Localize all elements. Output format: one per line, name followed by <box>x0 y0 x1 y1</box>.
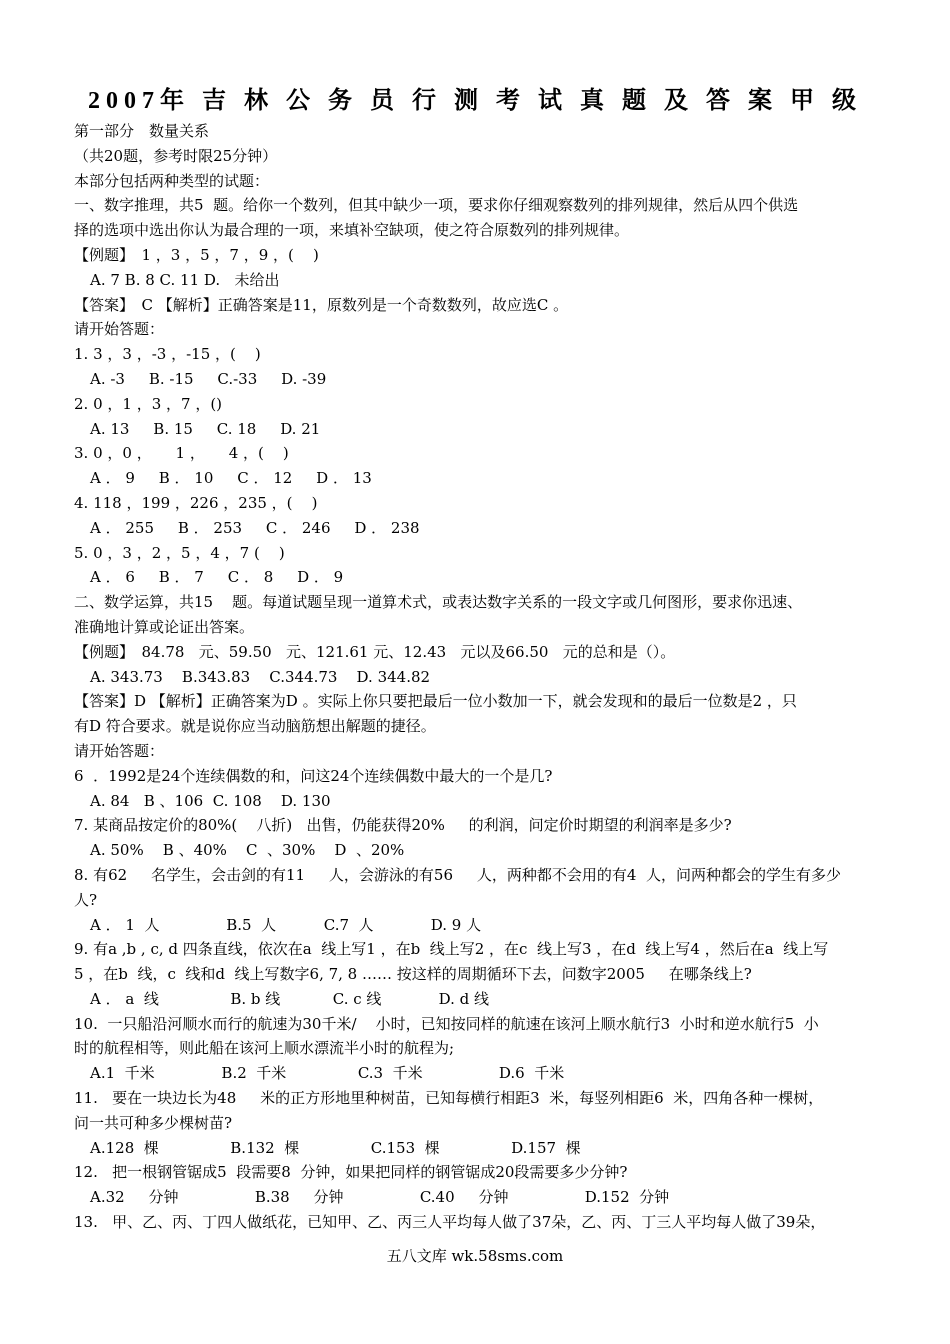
question-11-stem: 11. 要在一块边长为48 米的正方形地里种树苗，已知每横行相距3 米，每竖列相距6 米，四角各种一棵树， <box>74 1089 824 1108</box>
question-5-stem: 5. 0 ，3 ，2 ，5 ，4 ，7 ( ) <box>74 543 285 562</box>
question-4-options: A ． 255 B ． 253 C ． 246 D ． 238 <box>90 518 420 537</box>
part-note: （共20题，参考时限25分钟） <box>74 146 278 165</box>
question-5-options: A ． 6 B ． 7 C ． 8 D ． 9 <box>90 568 344 587</box>
section2-example-options: A. 343.73 B.343.83 C.344.73 D. 344.82 <box>90 667 431 686</box>
part-heading: 第一部分 数量关系 <box>74 122 210 140</box>
question-11-options: A.128 棵 B.132 棵 C.153 棵 D.157 棵 <box>90 1138 581 1157</box>
page-title: 2007年 吉 林 公 务 员 行 测 考 试 真 题 及 答 案 甲 级 <box>88 88 862 114</box>
section1-example-options: A. 7 B. 8 C. 11 D. 未给出 <box>90 270 280 289</box>
section1-answer: 【答案】 C 【解析】正确答案是11，原数列是一个奇数数列，故应选C 。 <box>74 295 569 314</box>
question-10-stem-cont: 时的航程相等，则此船在该河上顺水漂流半小时的航程为; <box>74 1039 455 1058</box>
section1-description: 一、数字推理，共5 题。给你一个数列，但其中缺少一项，要求你仔细观察数列的排列规律，然后从四个供选 <box>74 196 799 215</box>
question-11-stem-cont: 问一共可种多少棵树苗? <box>74 1113 233 1132</box>
section2-description-cont: 准确地计算或论证出答案。 <box>74 617 255 636</box>
part-intro: 本部分包括两种类型的试题： <box>74 171 270 190</box>
question-7-options: A. 50% B 、40% C 、30% D 、20% <box>90 841 405 860</box>
section2-answer-cont: 有D 符合要求。就是说你应当动脑筋想出解题的捷径。 <box>74 717 436 736</box>
question-6-options: A. 84 B 、106 C. 108 D. 130 <box>90 791 331 810</box>
section1-start: 请开始答题： <box>74 320 165 339</box>
question-3-stem: 3. 0 ，0 ， 1 ， 4 ，( ) <box>74 444 289 463</box>
section2-answer: 【答案】D 【解析】正确答案为D 。实际上你只要把最后一位小数加一下，就会发现和的最后一位数是2 ，只 <box>74 692 797 711</box>
question-2-stem: 2. 0 ，1 ，3 ，7 ，() <box>74 394 223 413</box>
question-9-stem: 9. 有a ,b , c, d 四条直线，依次在a 线上写1 ，在b 线上写2 ，在c 线上写3 ，在d 线上写4 ，然后在a 线上写 <box>74 940 829 959</box>
question-1-options: A. -3 B. -15 C.-33 D. -39 <box>90 369 327 388</box>
question-13-stem: 13. 甲、乙、丙、丁四人做纸花，已知甲、乙、丙三人平均每人做了37朵，乙、丙、丁三人平均每人做了39朵， <box>74 1213 826 1232</box>
section1-description-cont: 择的选项中选出你认为最合理的一项，来填补空缺项，使之符合原数列的排列规律。 <box>74 221 630 240</box>
question-2-options: A. 13 B. 15 C. 18 D. 21 <box>90 419 321 438</box>
question-8-stem: 8. 有62 名学生，会击剑的有11 人，会游泳的有56 人，两种都不会用的有4 人，问两种都会的学生有多少 <box>74 865 841 884</box>
question-9-options: A ． a 线 B. b 线 C. c 线 D. d 线 <box>90 989 490 1008</box>
question-8-options: A ． 1 人 B.5 人 C.7 人 D. 9 人 <box>90 915 482 934</box>
section2-example: 【例题】 84.78 元、59.50 元、121.61 元、12.43 元以及66.50 元的总和是（）。 <box>74 642 676 661</box>
section2-description: 二、数学运算，共15 题。每道试题呈现一道算术式，或表达数字关系的一段文字或几何图形，要求你迅速、 <box>74 593 803 612</box>
document-body <box>74 119 880 1235</box>
section1-example: 【例题】 1 ，3 ，5 ，7 ，9 ，( ) <box>74 245 319 264</box>
section2-start: 请开始答题： <box>74 741 165 760</box>
question-10-options: A.1 千米 B.2 千米 C.3 千米 D.6 千米 <box>90 1064 565 1083</box>
question-3-options: A ． 9 B ． 10 C ． 12 D ． 13 <box>90 469 372 488</box>
question-12-options: A.32 分钟 B.38 分钟 C.40 分钟 D.152 分钟 <box>90 1188 670 1207</box>
question-12-stem: 12. 把一根钢管锯成5 段需要8 分钟，如果把同样的钢管锯成20段需要多少分钟? <box>74 1163 628 1182</box>
question-9-stem-cont: 5 ，在b 线，c 线和d 线上写数字6, 7, 8 …… 按这样的周期循环下去，问数字2005 在哪条线上? <box>74 965 752 984</box>
question-8-stem-cont: 人? <box>74 890 98 909</box>
question-10-stem: 10. 一只船沿河顺水而行的航速为30千米/ 小时，已知按同样的航速在该河上顺水航行3 小时和逆水航行5 小 <box>74 1014 819 1033</box>
question-1-stem: 1. 3 ，3 ，-3 ，-15 ，( ) <box>74 345 261 364</box>
page-footer: 五八文库 wk.58sms.com <box>386 1247 564 1265</box>
question-4-stem: 4. 118 ，199 ，226 ，235 ，( ) <box>74 493 318 512</box>
question-7-stem: 7. 某商品按定价的80%( 八折) 出售，仍能获得20% 的利润，问定价时期望的利润率是多少? <box>74 816 732 835</box>
question-6-stem: 6 ．1992是24个连续偶数的和，问这24个连续偶数中最大的一个是几? <box>74 766 553 785</box>
